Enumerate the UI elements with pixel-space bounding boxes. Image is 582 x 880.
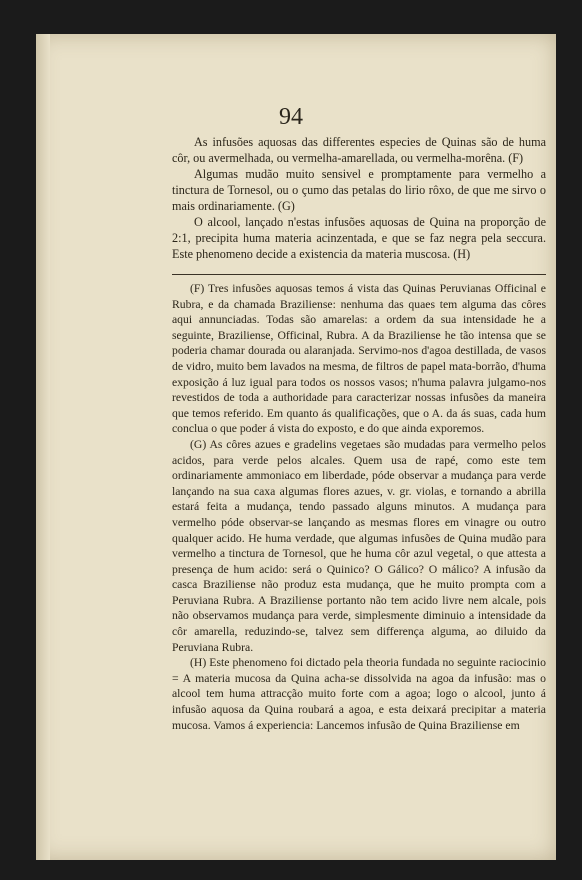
footnote-f: (F) Tres infusões aquosas temos á vista das Quinas Peruvianas Officinal e Rubra, e da chamada Braziliense: nenhuma das quaes tem alguma das côres aqui annunciadas. Todas são amarelas: a ordem da sua intensidade he a seguinte, Braziliense, Officinal, Rubra. A da Braziliense he tão intensa que se poderia chamar dourada ou alaranjada. Servimo-nos d'agoa destillada, de vasos de vidro, muito bem lavados na mesma, de filtros de papel mata-borrão, d'huma exposição á luz igual para todos os nossos vasos; n'huma palavra julgamo-nos revestidos de toda a authoridade para caracterizar nossas infusões da maneira que temos referido. Em quanto ás qualificações, que o A. da ás suas, cada hum conclua o que poder á vista do exposto, e do que ainda exporemos. bbox=[172, 282, 546, 436]
page-gutter bbox=[36, 34, 50, 860]
footnote-h: (H) Este phenomeno foi dictado pela theoria fundada no seguinte raciocinio = A materia mucosa da Quina acha-se dissolvida na agoa da infusão: mas o alcool tem huma attracção muito forte com a agoa; logo o alcool, junto á infusão aquosa da Quina roubará a agoa, e esta deixará precipitar a materia mucosa. Vamos á experiencia: Lancemos infusão de Quina Braziliense em bbox=[172, 656, 546, 732]
page-number: 94 bbox=[279, 104, 303, 130]
body-paragraph-1: As infusões aquosas das differentes especies de Quinas são de huma côr, ou avermelhada, ou vermelha-amarellada, ou vermelha-morêna. (F) bbox=[172, 135, 546, 165]
footnotes bbox=[172, 281, 546, 733]
page-text bbox=[172, 134, 546, 733]
footnote-divider bbox=[172, 274, 546, 275]
body-paragraph-2: Algumas mudão muito sensivel e promptamente para vermelho a tinctura de Tornesol, ou o çumo das petalas do lirio rôxo, de que me sirvo o mais ordinariamente. (G) bbox=[172, 167, 546, 213]
body-paragraph-3: O alcool, lançado n'estas infusões aquosas de Quina na proporção de 2:1, precipita huma materia acinzentada, e que se faz negra pela seccura. Este phenomeno decide a existencia da materia muscosa. (H) bbox=[172, 215, 546, 261]
footnote-g: (G) As côres azues e gradelins vegetaes são mudadas para vermelho pelos acidos, para verde pelos alcales. Quem usa de rapé, como este tem ordinariamente ammoniaco em liberdade, póde observar a mudança para verde lançando na sua caxa algumas flores azues, v. gr. violas, e tornando a abrilla estará feita a mudança, tendo passado alguns minutos. A mudança para vermelho póde observar-se lançando as mesmas flores em vinagre ou outro qualquer acido. He huma verdade, que algumas infusões de Quina mudão para vermelho a tinctura de Tornesol, que he huma côr azul vegetal, o que attesta a presença de hum acido: será o Quinico? O Gálico? O málico? A infusão da casca Braziliense não produz esta mudança, que he muito prompta com a Peruviana Rubra. A Braziliense portanto não tem acido livre nem alcale, pois não observamos mudança para verde, simplesmente diminuio a intensidade da côr amarella, reduzindo-se, talvez sem differença alguma, ao diluido da Peruviana Rubra. bbox=[172, 437, 546, 654]
